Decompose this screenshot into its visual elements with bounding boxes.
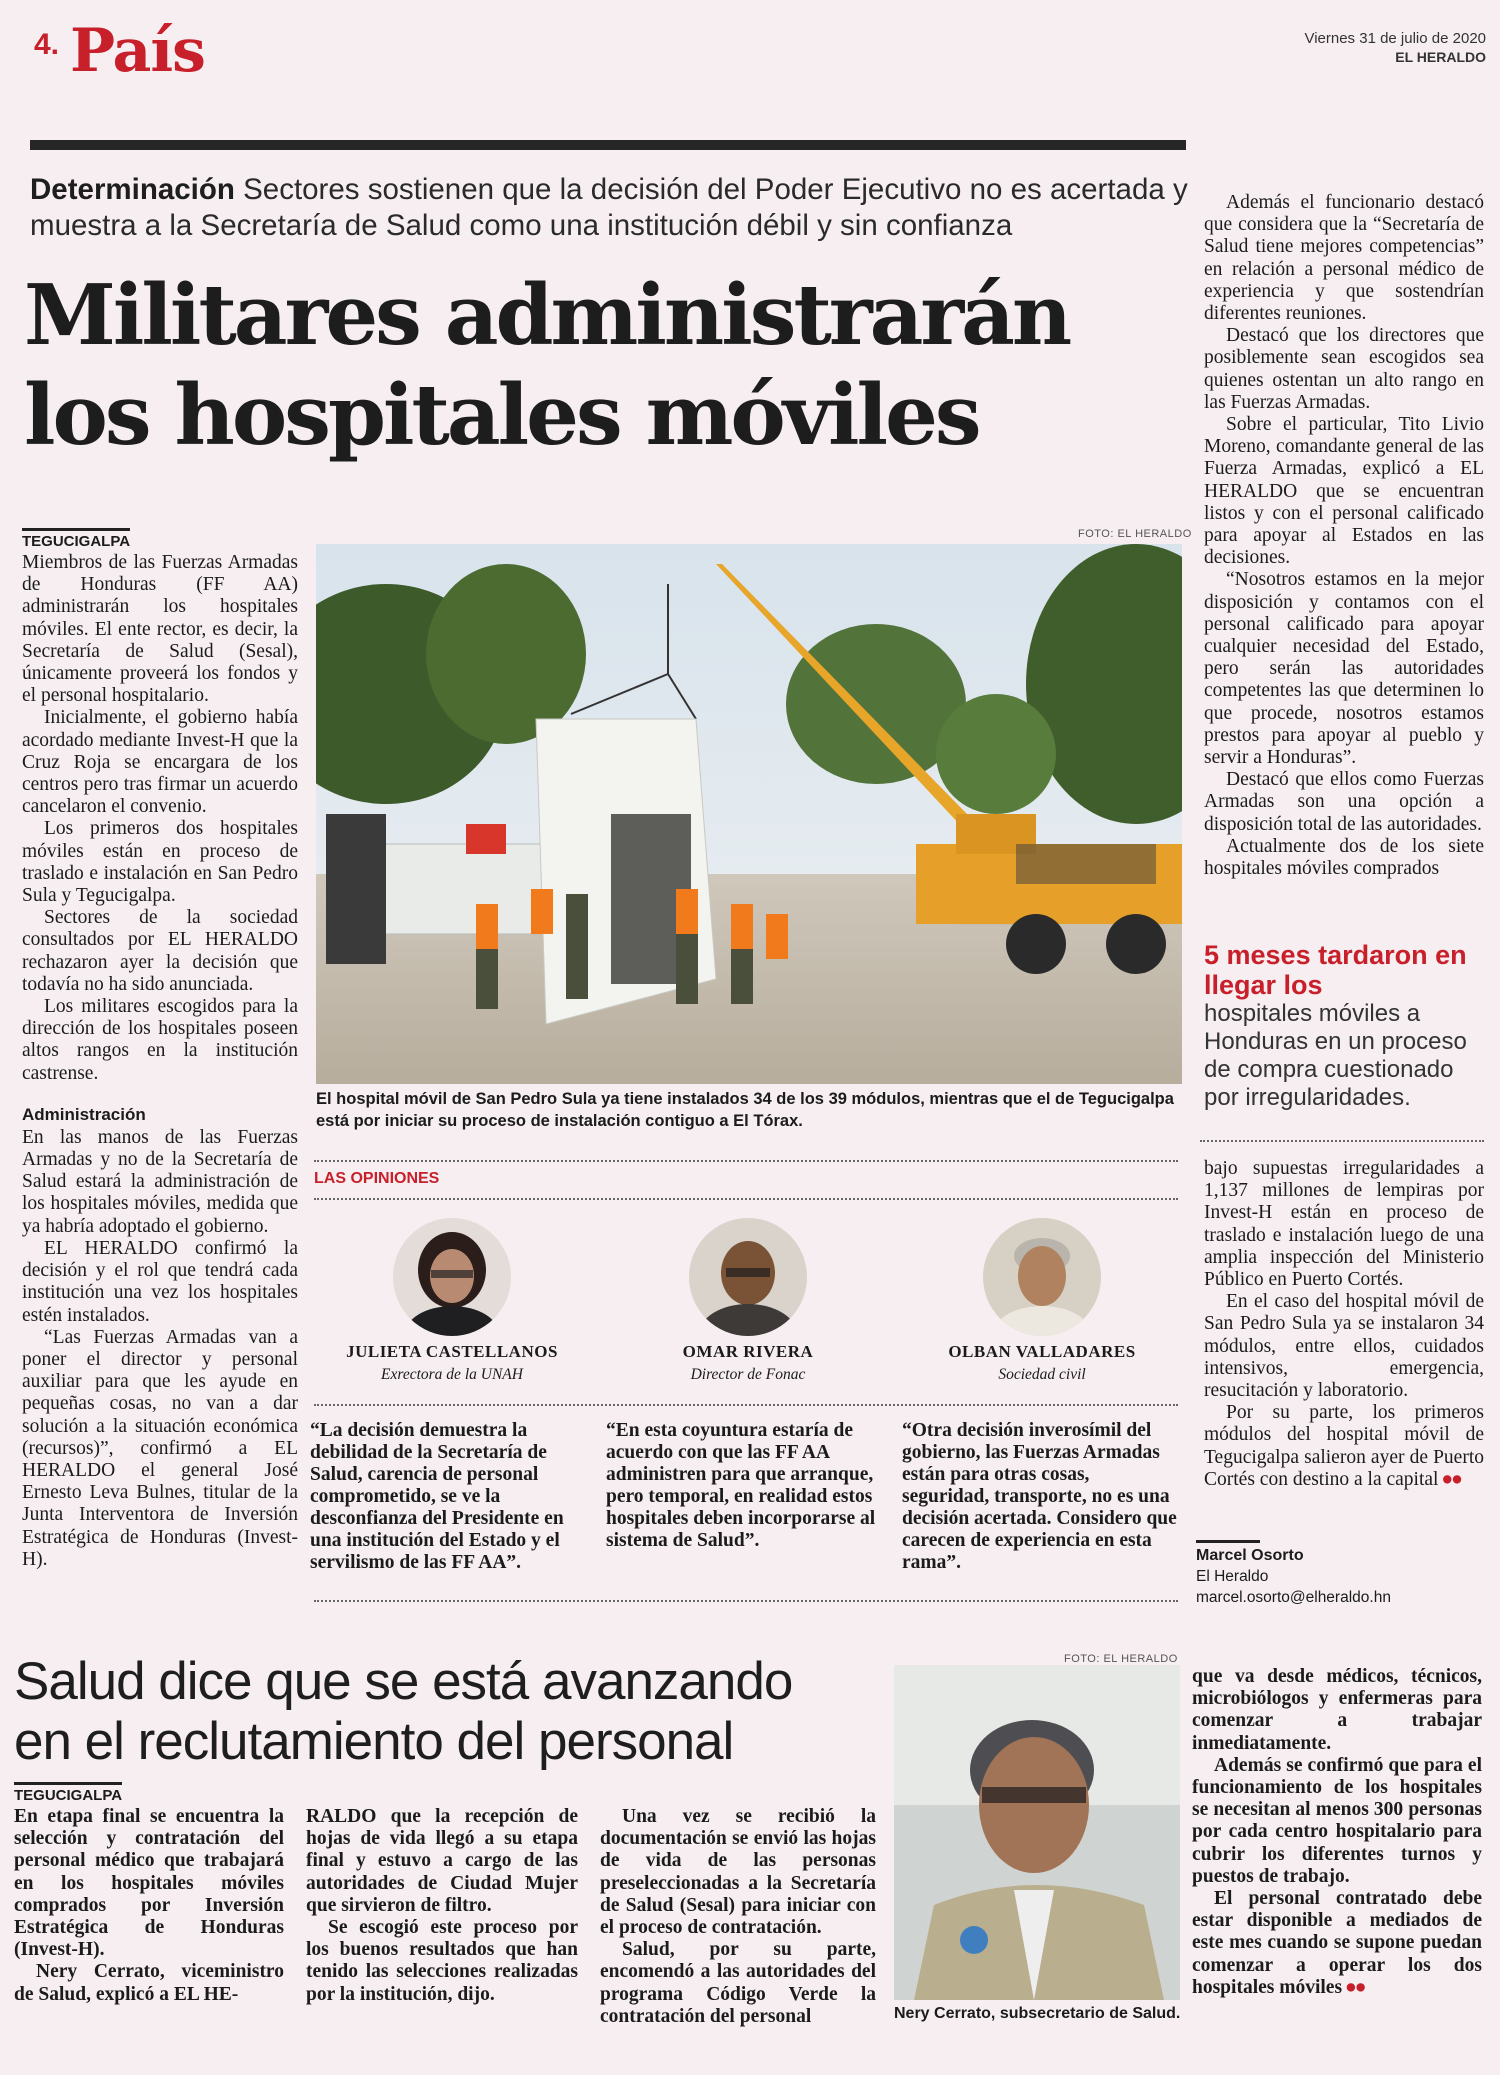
headline-line-2: los hospitales móviles <box>24 366 979 464</box>
end-mark-icon: ●● <box>1342 1976 1365 1998</box>
byline-rule <box>1196 1540 1260 1543</box>
paragraph: bajo supuestas irregularidades a 1,137 millones de lempiras por Invest-H están en proceso de traslado e instalación luego de una amplia inspección del Ministerio Público en Puerto Cortés. <box>1204 1158 1484 1291</box>
paragraph: Actualmente dos de los siete hospitales móviles comprados <box>1204 835 1484 880</box>
page-number: 4. <box>34 28 60 61</box>
opinion-role: Exrectora de la UNAH <box>381 1366 523 1383</box>
dateline: TEGUCIGALPA <box>14 1782 122 1804</box>
byline-org: El Heraldo <box>1196 1568 1269 1585</box>
second-headline-line-1: Salud dice que se está avanzando <box>14 1652 793 1711</box>
kicker-label: Determinación <box>30 173 235 206</box>
byline-name: Marcel Osorto <box>1196 1547 1304 1564</box>
second-col-2 <box>306 1806 578 2006</box>
portrait-icon <box>983 1218 1101 1336</box>
callout-highlight: 5 meses tardaron en llegar los <box>1204 940 1467 1000</box>
subhead-administracion: Administración <box>22 1104 146 1124</box>
opinion-quote: “La decisión demuestra la debilidad de la Secretaría de Salud, carencia de personal comprometido, se ve la desconfianza del Presidente en una institución del Estado y el servilismo de las FF AA”. <box>310 1420 564 1573</box>
paragraph: EL HERALDO confirmó la decisión y el rol que tendrá cada institución una vez los hospitales estén instalados. <box>22 1237 298 1326</box>
opinion-quote: “Otra decisión inverosímil del gobierno, las Fuerzas Armadas están para otras cosas, seguridad, transporte, no es una decisión acertada. Considero que carecen de experiencia en esta rama”. <box>902 1420 1177 1573</box>
opinion-3 <box>902 1218 1182 1384</box>
paragraph: Una vez se recibió la documentación se envió las hojas de vida de las personas preseleccionadas a la Secretaría de Salud (Sesal) para iniciar con el proceso de contratación. <box>600 1806 876 1939</box>
paragraph: Los primeros dos hospitales móviles están en proceso de traslado e instalación en San Pedro Sula y Tegucigalpa. <box>22 818 298 907</box>
hospital-photo <box>316 544 1182 1084</box>
paragraph: Los militares escogidos para la dirección de los hospitales poseen altos rangos en la institución castrense. <box>22 996 298 1084</box>
paragraph: Inicialmente, el gobierno había acordado mediante Invest-H que la Cruz Roja se encargara de los centros pero tras firmar un acuerdo cancelaron el convenio. <box>22 707 298 818</box>
paragraph: que va desde médicos, técnicos, microbiólogos y enfermeras para comenzar a trabajar inmediatamente. <box>1192 1666 1482 1754</box>
paragraph: Destacó que los directores que posiblemente sean escogidos sea quienes ostentan un alto rango en las Fuerzas Armadas. <box>1204 325 1484 413</box>
divider <box>314 1198 1178 1200</box>
paragraph: “Las Fuerzas Armadas van a poner el director y personal auxiliar para que les ayude en pequeñas cosas, no van a dar solución a la situación económica (recursos)”, confirmó a EL HERALDO el general José Ernesto Leva Bulnes, titular de la Junta Interventora de Inversión Estratégica de Honduras (Invest-H). <box>22 1326 298 1570</box>
paragraph: Salud, por su parte, encomendó a las autoridades del programa Código Verde la contratación del personal <box>600 1939 876 2027</box>
second-headline <box>14 1652 894 1772</box>
callout <box>1204 940 1484 1112</box>
paragraph: RALDO que la recepción de hojas de vida llegó a su etapa final y estuvo a cargo de las autoridades de Ciudad Mujer que sirvieron de filtro. <box>306 1806 578 1916</box>
paragraph: Sobre el particular, Tito Livio Moreno, comandante general de las Fuerza Armadas, explicó a EL HERALDO que se encuentran listos y con el personal calificado para apoyar al Estados en las decisiones. <box>1204 414 1484 569</box>
divider <box>314 1404 1178 1406</box>
portrait-icon <box>894 1665 1180 2000</box>
opinion-name: JULIETA CASTELLANOS <box>346 1342 558 1361</box>
header-rule <box>30 140 1186 150</box>
callout-text: hospitales móviles a Honduras en un proceso de compra cuestionado por irregularidades. <box>1204 1000 1467 1111</box>
paragraph: Sectores de la sociedad consultados por EL HERALDO rechazaron ayer la decisión que todavía no ha sido anunciada. <box>22 907 298 995</box>
opinions-label: LAS OPINIONES <box>314 1170 440 1187</box>
avatar <box>393 1218 511 1336</box>
avatar <box>983 1218 1101 1336</box>
paragraph: Destacó que ellos como Fuerzas Armadas son una opción a disposición total de las autoridades. <box>1204 769 1484 835</box>
second-col-1 <box>14 1782 284 2006</box>
headline-line-1: Militares administrarán <box>24 266 1070 364</box>
dateline: TEGUCIGALPA <box>22 528 130 550</box>
byline-email[interactable]: marcel.osorto@elheraldo.hn <box>1196 1589 1391 1606</box>
opinion-role: Director de Fonac <box>690 1366 806 1383</box>
kicker-text: Sectores sostienen que la decisión del Poder Ejecutivo no es acertada y muestra a la Secretaría de Salud como una institución débil y sin confianza <box>30 173 1188 242</box>
opinion-2 <box>608 1218 888 1384</box>
cerrato-photo <box>894 1665 1180 2000</box>
left-column <box>22 528 298 1571</box>
opinion-1 <box>312 1218 592 1384</box>
paragraph: Se escogió este proceso por los buenos resultados que han tenido las selecciones realizadas por la institución, dijo. <box>306 1917 578 2005</box>
opinion-role: Sociedad civil <box>998 1366 1086 1383</box>
second-photo-caption: Nery Cerrato, subsecretario de Salud. <box>894 2005 1181 2022</box>
photo-credit: FOTO: EL HERALDO <box>1078 528 1192 540</box>
photo-credit: FOTO: EL HERALDO <box>1064 1653 1178 1665</box>
portrait-icon <box>689 1218 807 1336</box>
paper-name: EL HERALDO <box>1395 49 1486 65</box>
paragraph <box>1192 1888 1482 1999</box>
paragraph-text: El personal contratado debe estar disponible a mediados de este mes cuando se supone puedan comenzar a operar los dos hospitales móviles <box>1192 1888 1482 1998</box>
divider <box>314 1160 1178 1162</box>
opinion-name: OMAR RIVERA <box>682 1342 814 1361</box>
paragraph: Además el funcionario destacó que considera que la “Secretaría de Salud tiene mejores competencias” en relación a personal médico de experiencia y que sostendrían diferentes reuniones. <box>1204 192 1484 325</box>
paragraph: En el caso del hospital móvil de San Pedro Sula ya se instalaron 34 módulos, entre ellos, cuidados intensivos, emergencia, resucitación y laboratorio. <box>1204 1291 1484 1402</box>
paragraph: Además se confirmó que para el funcionamiento de los hospitales se necesitan al menos 300 personas por cada centro hospitalario para cubrir los diferentes turnos y puestos de trabajo. <box>1192 1754 1482 1887</box>
photo-caption: El hospital móvil de San Pedro Sula ya tiene instalados 34 de los 39 módulos, mientras que el de Tegucigalpa está por iniciar su proceso de instalación contiguo a El Tórax. <box>316 1090 1174 1130</box>
avatar <box>689 1218 807 1336</box>
second-col-3 <box>600 1806 876 2028</box>
right-column <box>1204 192 1484 880</box>
paragraph: En etapa final se encuentra la selección y contratación del personal médico que trabajará en los hospitales móviles comprados por Inversión Estratégica de Honduras (Invest-H). <box>14 1806 284 1961</box>
paragraph <box>1204 1402 1484 1491</box>
crane-container-image <box>316 544 1182 1084</box>
masthead <box>1304 30 1486 67</box>
kicker <box>30 172 1200 244</box>
issue-date: Viernes 31 de julio de 2020 <box>1304 30 1486 47</box>
paragraph-text: Por su parte, los primeros módulos del hospital móvil de Tegucigalpa salieron ayer de Puerto Cortés con destino a la capital <box>1204 1402 1484 1490</box>
opinion-quote: “En esta coyuntura estaría de acuerdo con que las FF AA administren para que arranque, pero temporal, en realidad estos hospitales deben incorporarse al sistema de Salud”. <box>606 1420 876 1551</box>
byline <box>1196 1540 1484 1608</box>
right-column-2 <box>1204 1158 1484 1491</box>
portrait-icon <box>393 1218 511 1336</box>
opinion-name: OLBAN VALLADARES <box>948 1342 1136 1361</box>
section-title: País <box>70 16 205 86</box>
paragraph: Miembros de las Fuerzas Armadas de Honduras (FF AA) administrarán los hospitales móviles. El ente rector, es decir, la Secretaría de Salud (Sesal), únicamente proveerá los fondos y el personal hospitalario. <box>22 552 298 707</box>
second-headline-line-2: en el reclutamiento del personal <box>14 1712 734 1771</box>
paragraph: En las manos de las Fuerzas Armadas y no de la Secretaría de Salud estará la administración de los hospitales móviles, medida que ya habría adoptado el gobierno. <box>22 1126 298 1237</box>
divider <box>1200 1140 1484 1142</box>
divider <box>314 1600 1178 1602</box>
paragraph: “Nosotros estamos en la mejor disposición y contamos con el personal calificado para apoyar cualquier necesidad del Estado, pero serán las autoridades competentes las que determinen lo que procede, nosotros estamos prestos para apoyar al pueblo y servir a Honduras”. <box>1204 569 1484 769</box>
end-mark-icon: ●● <box>1438 1468 1461 1490</box>
main-headline <box>24 265 1204 465</box>
paragraph: Nery Cerrato, viceministro de Salud, explicó a EL HE- <box>14 1961 284 2005</box>
second-col-4 <box>1192 1666 1482 1999</box>
